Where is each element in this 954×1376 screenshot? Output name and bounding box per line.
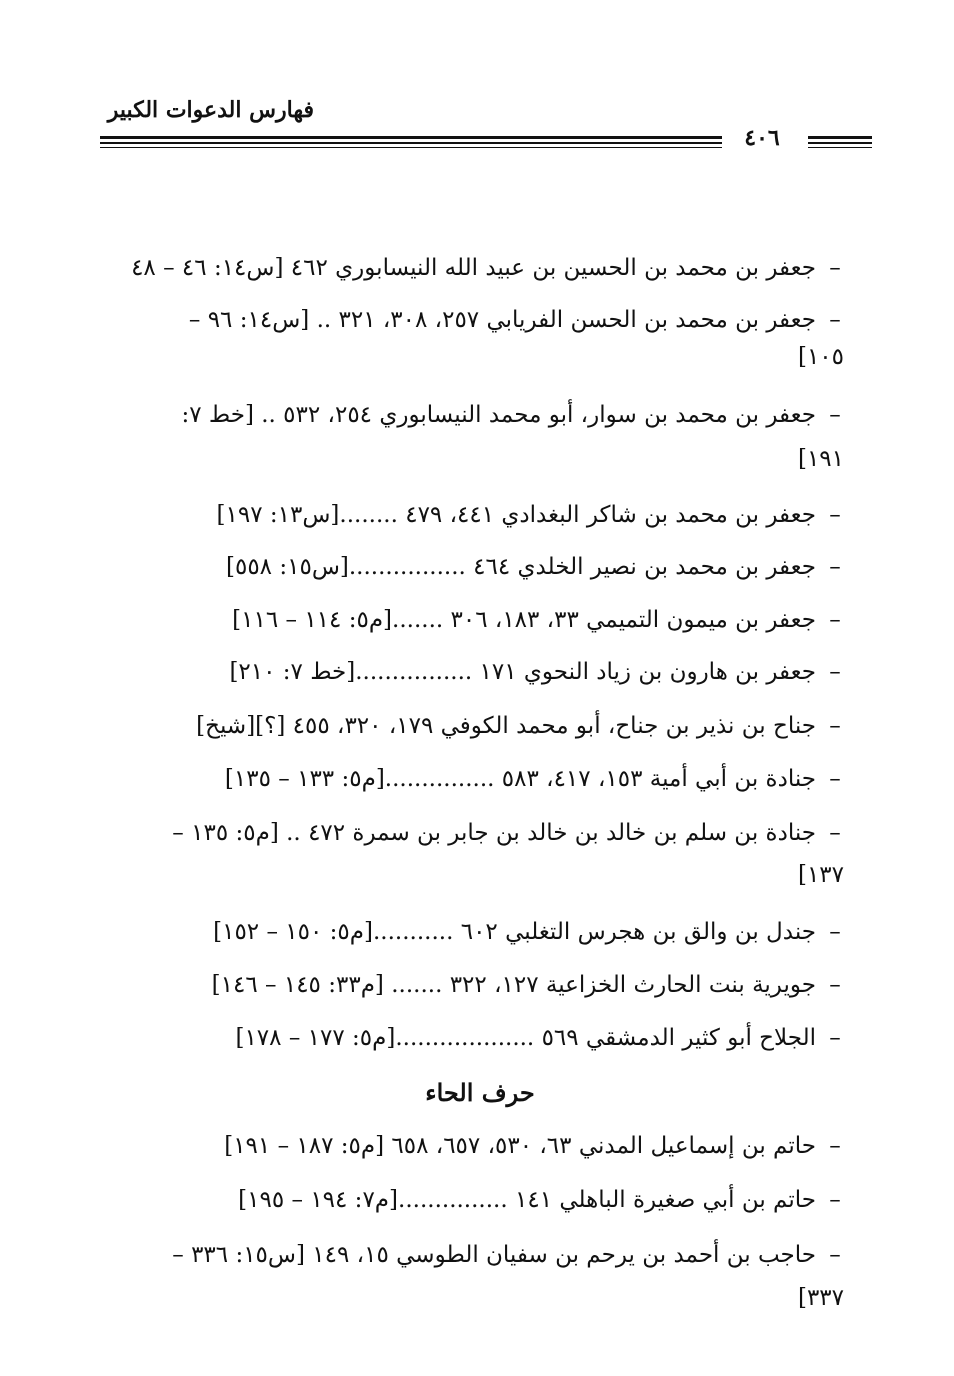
entry-text: حاجب بن أحمد بن يرحم بن سفيان الطوسي ١٥، ١٤٩ [س١٥: ٣٣٦ –: [172, 1242, 816, 1268]
entry-dash: –: [829, 255, 841, 281]
entry-text: حاتم بن إسماعيل المدني ٦٣، ٥٣٠، ٦٥٧، ٦٥٨ [م٥: ١٨٧ – ١٩١]: [224, 1133, 816, 1159]
entry-dash: –: [829, 502, 841, 528]
entry-continuation: ١٣٧]: [797, 862, 844, 888]
entry-dash: –: [829, 554, 841, 580]
index-entry: [106, 910, 844, 955]
page-number: ٤٠٦: [744, 125, 780, 151]
entry-text: جعفر بن محمد بن شاكر البغدادي ٤٤١، ٤٧٩ ........[س١٣: ١٩٧]: [216, 502, 816, 528]
index-entry: [106, 598, 844, 643]
entry-dash: –: [829, 972, 841, 998]
entry-text: جعفر بن محمد بن الحسين بن عبيد الله النيسابوري ٤٦٢ [س١٤: ٤٦ – ٤٨: [131, 255, 816, 281]
entry-text: جعفر بن ميمون التميمي ٣٣، ١٨٣، ٣٠٦ .......[م٥: ١١٤ – ١١٦]: [232, 607, 816, 633]
entry-text: جندل بن والق بن هجرس التغلبي ٦٠٢ ...........[م٥: ١٥٠ – ١٥٢]: [213, 919, 816, 945]
index-entry: [106, 1178, 844, 1223]
entry-text: جعفر بن محمد بن الحسن الفريابي ٢٥٧، ٣٠٨، ٣٢١ .. [س١٤: ٩٦ –: [188, 307, 816, 333]
index-entry: [106, 650, 844, 695]
index-entry: [106, 811, 844, 856]
running-header-title: فهارس الدعوات الكبير: [107, 97, 314, 123]
entry-dash: –: [829, 1025, 841, 1051]
index-entry: [106, 963, 844, 1008]
entry-continuation: ١٩١]: [797, 446, 844, 472]
section-heading: حرف الحاء: [425, 1078, 535, 1107]
index-entry: [106, 246, 844, 291]
entry-dash: –: [829, 1133, 841, 1159]
index-entry: [106, 493, 844, 538]
index-entry: [106, 704, 844, 749]
index-entry: [106, 1124, 844, 1169]
index-entry: [106, 1016, 844, 1061]
entry-dash: –: [829, 713, 841, 739]
entry-dash: –: [829, 402, 841, 428]
index-entry: [106, 1233, 844, 1278]
entry-continuation: ٣٣٧]: [797, 1285, 844, 1311]
entry-text: جنادة بن سلم بن خالد بن خالد بن جابر بن سمرة ٤٧٢ .. [م٥: ١٣٥ –: [172, 820, 816, 846]
entry-dash: –: [829, 1242, 841, 1268]
entry-text: جعفر بن محمد بن نصير الخلدي ٤٦٤ ................[س١٥: ٥٥٨]: [225, 554, 816, 580]
entry-text: جعفر بن محمد بن سوار، أبو محمد النيسابوري ٢٥٤، ٥٣٢ .. [خط ٧:: [181, 402, 816, 428]
entry-dash: –: [829, 1187, 841, 1213]
entry-text: جعفر بن هارون بن زياد النحوي ١٧١ ................[خط ٧: ٢١٠]: [229, 659, 816, 685]
entry-text: جنادة بن أبي أمية ١٥٣، ٤١٧، ٥٨٣ ...............[م٥: ١٣٣ – ١٣٥]: [224, 766, 816, 792]
index-entry: [106, 757, 844, 802]
entry-dash: –: [829, 820, 841, 846]
entry-dash: –: [829, 659, 841, 685]
index-entry: [106, 393, 844, 438]
entry-text: جناح بن نذير بن جناح، أبو محمد الكوفي ١٧٩، ٣٢٠، ٤٥٥ [؟][شيخ]: [196, 713, 816, 739]
entry-text: الجلاح أبو كثير الدمشقي ٥٦٩ ...................[م٥: ١٧٧ – ١٧٨]: [235, 1025, 816, 1051]
entry-continuation: ١٠٥]: [797, 344, 844, 370]
entry-text: حاتم بن أبي صغيرة الباهلي ١٤١ ...............[م٧: ١٩٤ – ١٩٥]: [238, 1187, 816, 1213]
entry-dash: –: [829, 307, 841, 333]
entry-dash: –: [829, 919, 841, 945]
entry-dash: –: [829, 766, 841, 792]
entry-dash: –: [829, 607, 841, 633]
index-entry: [106, 545, 844, 590]
entry-text: جويرية بنت الحارث الخزاعية ١٢٧، ٣٢٢ ....... [م٣٣: ١٤٥ – ١٤٦]: [211, 972, 816, 998]
